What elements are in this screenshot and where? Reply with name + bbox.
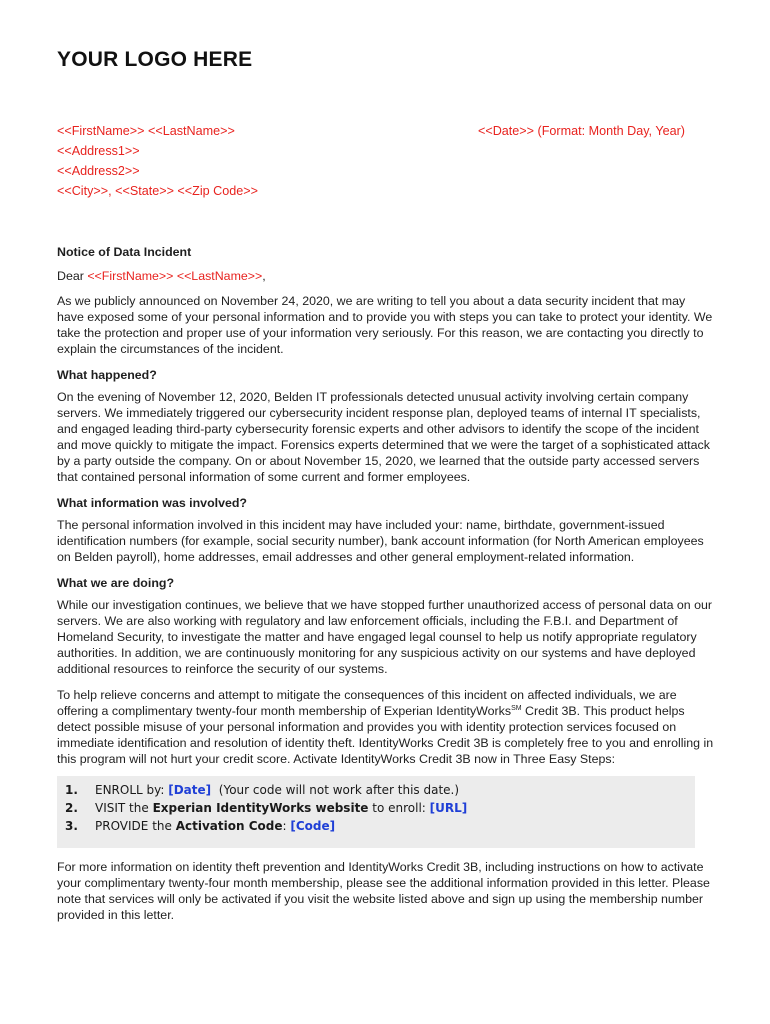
closing-paragraph: For more information on identity theft prevention and IdentityWorks Credit 3B, including instructions on how to activate your complimentary twenty-four month membership, please see the additional information provided in this letter. Please note that services will only be activated if you visit the website listed above and sign up using the membership number provided in this letter. [57,860,710,922]
enrollment-steps-box [57,776,695,848]
salutation-suffix: , [262,269,266,283]
recipient-address-block [57,121,258,201]
section-text-what-we-are-doing: While our investigation continues, we believe that we have stopped further unauthorized access of personal data on our servers. We are also working with regulatory and law enforcement officials, including the F.B.I. and Department of Homeland Security, to investigate the matter and have engaged legal counsel to help us notify appropriate regulatory authorities. In addition, we are continuously monitoring for any suspicious activity on our systems and have deployed additional resources to reinforce the security of our systems. [57,598,713,676]
step-visit [57,799,695,817]
recipient-address2: <<Address2>> [57,164,140,178]
section-heading-info-involved: What information was involved? [57,496,248,510]
logo-placeholder: YOUR LOGO HERE [57,48,253,71]
step-number: 1. [65,783,78,797]
step-enroll [57,781,695,799]
recipient-city-state-zip: <<City>>, <<State>> <<Zip Code>> [57,184,258,198]
relief-text-2: Credit 3B. This product helps detect possible misuse of your personal information and provides you with identity protection services focused on immediate identification and resolution of identity theft. IdentityWorks Credit 3B is completely free to you and enrolling in this program will not hurt your credit score. Activate IdentityWorks Credit 3B now in Three Easy Steps: [57,704,714,766]
recipient-name: <<FirstName>> <<LastName>> [57,124,235,138]
url-placeholder: [URL] [429,801,468,815]
section-text-info-involved: The personal information involved in this incident may have included your: name, birthdate, government-issued identification numbers (for example, social security number), bank account information (for North American employees on Belden payroll), home addresses, email addresses and other general employment-related information. [57,518,704,564]
step-text [95,799,467,817]
step-connector: to enroll: [368,801,430,815]
step-label: ENROLL by: [95,783,169,797]
relief-text-1: To help relieve concerns and attempt to mitigate the consequences of this incident on affected individuals, we are offering a complimentary twenty-four month membership of Experian IdentityWorks [57,688,677,718]
website-name: Experian IdentityWorks website [152,801,369,815]
letter-body [57,244,715,923]
step-note: (Your code will not work after this date.) [211,783,460,797]
step-number: 2. [65,801,78,815]
activation-code-label: Activation Code [175,819,283,833]
step-text [95,817,335,835]
code-placeholder: [Code] [290,819,336,833]
relief-paragraph [57,687,715,767]
step-connector: : [282,819,291,833]
date-placeholder: [Date] [168,783,212,797]
step-text [95,781,459,799]
step-label: PROVIDE the [95,819,176,833]
intro-paragraph: As we publicly announced on November 24, 2020, we are writing to tell you about a data security incident that may have exposed some of your personal information and to provide you with steps you can take to protect your identity. We take the protection and proper use of your information very seriously. For this reason, we are contacting you directly to explain the circumstances of the incident. [57,294,713,356]
salutation-name: <<FirstName>> <<LastName>> [87,269,263,283]
service-mark: SM [511,704,522,712]
recipient-address1: <<Address1>> [57,144,140,158]
salutation-prefix: Dear [57,269,88,283]
letter-date: <<Date>> (Format: Month Day, Year) [478,124,685,138]
section-text-what-happened: On the evening of November 12, 2020, Belden IT professionals detected unusual activity involving certain company servers. We immediately triggered our cybersecurity incident response plan, deployed teams of internal IT specialists, and engaged leading third-party cybersecurity forensic experts and other advisors to identify the scope of the incident and move quickly to mitigate the impact. Forensics experts determined that we were the target of a sophisticated attack by a party outside the company. On or about November 15, 2020, we learned that the outside party accessed servers that contained personal information of some current and former employees. [57,390,710,484]
step-provide [57,817,695,835]
section-heading-what-we-are-doing: What we are doing? [57,576,175,590]
salutation [57,268,715,284]
letter-title: Notice of Data Incident [57,245,192,259]
step-label: VISIT the [95,801,153,815]
step-number: 3. [65,819,78,833]
section-heading-what-happened: What happened? [57,368,157,382]
